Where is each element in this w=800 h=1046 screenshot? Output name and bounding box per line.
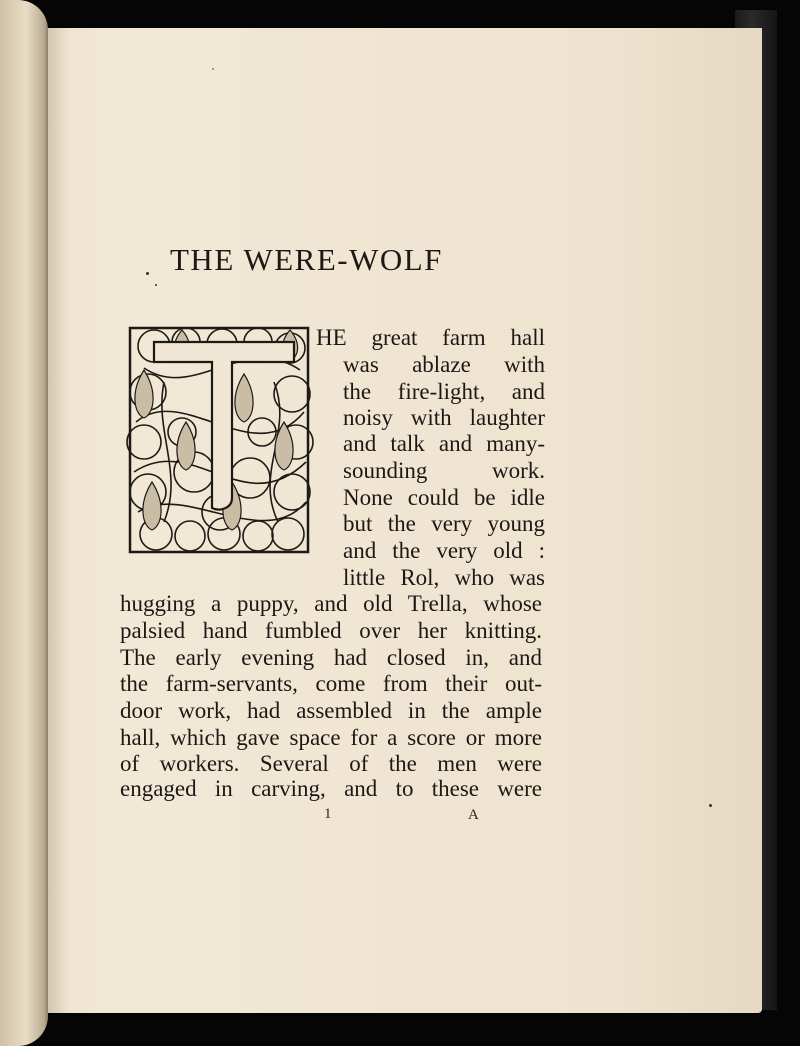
page-number: 1	[324, 806, 332, 822]
text-line: engaged in carving, and to these were	[120, 776, 542, 801]
ink-speck	[155, 284, 157, 286]
text-line: noisy with laughter	[343, 405, 545, 430]
left-page-edge	[0, 0, 48, 1046]
text-line: but the very young	[343, 511, 545, 536]
text-line: and talk and many-	[343, 431, 545, 456]
text-line: little Rol, who was	[343, 565, 545, 590]
text-line: The early evening had closed in, and	[120, 645, 542, 670]
text-line: was ablaze with	[343, 352, 545, 377]
chapter-title: THE WERE-WOLF	[170, 242, 443, 277]
text-line: hall, which gave space for a score or more	[120, 725, 542, 750]
text-line: the fire-light, and	[343, 379, 545, 404]
text-line: palsied hand fumbled over her knitting.	[120, 618, 542, 643]
signature-mark: A	[468, 807, 479, 823]
ink-speck	[146, 272, 149, 275]
text-line: HE great farm hall	[316, 325, 545, 350]
drop-cap-ornament	[124, 322, 314, 558]
text-line: and the very old :	[343, 538, 545, 563]
text-line: None could be idle	[343, 485, 545, 510]
text-line: door work, had assembled in the ample	[120, 698, 542, 723]
text-line: hugging a puppy, and old Trella, whose	[120, 591, 542, 616]
ink-speck	[212, 68, 214, 70]
text-line: sounding work.	[343, 458, 545, 483]
text-line: of workers. Several of the men were	[120, 751, 542, 776]
ink-speck	[709, 804, 712, 807]
text-line: the farm-servants, come from their out-	[120, 671, 542, 696]
